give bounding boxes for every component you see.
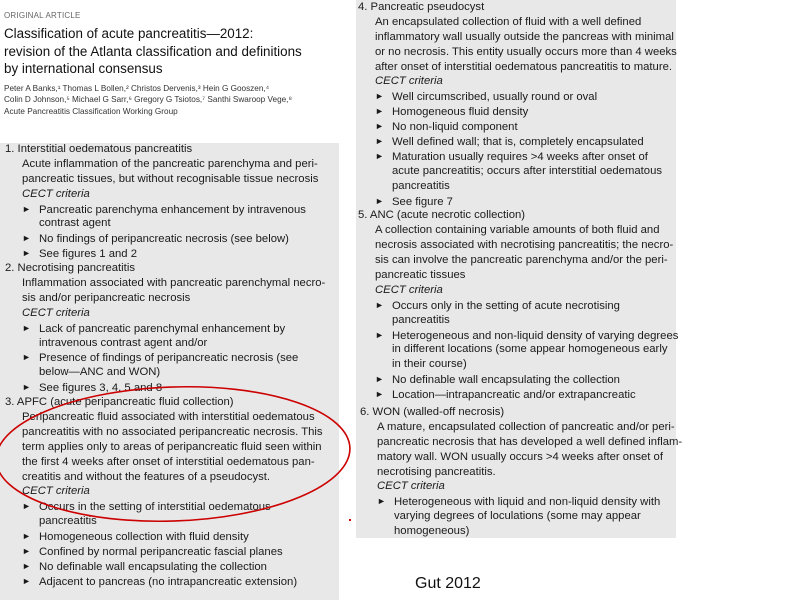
bullet-arrow-icon: ► — [375, 329, 384, 340]
criteria-bullet: ► Homogeneous collection with fluid density — [22, 531, 249, 544]
criteria-bullet: ► Presence of findings of peripancreatic necrosis (see — [22, 352, 299, 365]
bullet-arrow-icon: ► — [22, 546, 31, 557]
definition-line: Peripancreatic fluid associated with interstitial oedematous — [22, 411, 315, 424]
criteria-bullet-continuation: pancreatitis — [39, 515, 97, 528]
bullet-arrow-icon: ► — [22, 501, 31, 512]
bullet-arrow-icon: ► — [22, 233, 31, 244]
heading-interstitial-pancreatitis: 1. Interstitial oedematous pancreatitis — [5, 143, 193, 155]
bullet-arrow-icon: ► — [22, 322, 31, 333]
definition-line: sis and/or peripancreatic necrosis — [22, 291, 191, 304]
criteria-bullet: ► Homogeneous fluid density — [375, 106, 529, 119]
definition-line: A mature, encapsulated collection of pancreatic and/or peri- — [377, 420, 675, 433]
criteria-bullet: ► Heterogeneous with liquid and non-liquid density with — [377, 496, 661, 509]
criteria-bullet: ► No definable wall encapsulating the collection — [375, 374, 620, 387]
criteria-bullet: ► No definable wall encapsulating the collection — [22, 560, 267, 573]
bullet-arrow-icon: ► — [375, 91, 384, 102]
criteria-bullet: ► Confined by normal peripancreatic fascial planes — [22, 546, 283, 559]
heading-apfc: 3. APFC (acute peripancreatic fluid collection) — [5, 396, 234, 409]
article-authors: Peter A Banks,¹ Thomas L Bollen,² Christos Dervenis,³ Hein G Gooszen,⁴ Colin D Johnson,⁵ Michael G Sarr,⁶ Gregory G Tsiotos,⁷ Santhi Swaroop Vege,⁸ Acute Pancreatitis Classification Working Group — [4, 84, 292, 116]
definition-line: term applies only to areas of peripancreatic fluid seen within — [22, 440, 322, 453]
cect-criteria-label: CECT criteria — [22, 187, 90, 200]
criteria-bullet-continuation: in different locations (some appear homogeneous early — [392, 343, 668, 356]
bullet-arrow-icon: ► — [375, 389, 384, 400]
criteria-bullet: ► Pancreatic parenchyma enhancement by intravenous — [22, 203, 306, 216]
criteria-bullet: ► Heterogeneous and non-liquid density of varying degrees — [375, 329, 679, 342]
red-annotation-dot — [349, 519, 351, 521]
criteria-bullet: ► See figures 3, 4, 5 and 8 — [22, 382, 163, 395]
bullet-arrow-icon: ► — [377, 496, 386, 507]
definition-line: pancreatic necrosis that has developed a well defined inflam- — [377, 435, 683, 448]
article-kicker: ORIGINAL ARTICLE — [4, 11, 81, 20]
cect-criteria-label: CECT criteria — [22, 306, 90, 319]
cect-criteria-label: CECT criteria — [22, 485, 90, 498]
bullet-arrow-icon: ► — [22, 382, 31, 393]
bullet-arrow-icon: ► — [375, 106, 384, 117]
bullet-arrow-icon: ► — [375, 374, 384, 385]
cect-criteria-label: CECT criteria — [375, 283, 443, 296]
criteria-bullet-continuation: pancreatitis — [392, 179, 450, 192]
criteria-bullet: ► Well circumscribed, usually round or oval — [375, 91, 598, 104]
criteria-bullet: ► Well defined wall; that is, completely encapsulated — [375, 136, 644, 149]
bullet-arrow-icon: ► — [22, 560, 31, 571]
bullet-arrow-icon: ► — [375, 136, 384, 147]
definition-line: necrosis associated with necrotising pancreatitis; the necro- — [375, 239, 674, 252]
definition-line: pancreatic tissues — [375, 269, 466, 282]
bullet-arrow-icon: ► — [22, 203, 31, 214]
definition-line: creatitis and without the features of a pseudocyst. — [22, 470, 271, 483]
definition-line: matory wall. WON usually occurs >4 weeks after onset of — [377, 450, 663, 463]
criteria-bullet: ► Maturation usually requires >4 weeks after onset of — [375, 150, 648, 163]
heading-won: 6. WON (walled-off necrosis) — [360, 406, 505, 418]
criteria-bullet: ► See figure 7 — [375, 195, 453, 208]
bullet-arrow-icon: ► — [22, 531, 31, 542]
definition-line: or no necrosis. This entity usually occurs more than 4 weeks — [375, 45, 677, 58]
bullet-arrow-icon: ► — [375, 150, 384, 161]
heading-necrotising-pancreatitis: 2. Necrotising pancreatitis — [5, 262, 135, 275]
heading-anc: 5. ANC (acute necrotic collection) — [358, 209, 526, 222]
criteria-bullet: ► Location—intrapancreatic and/or extrapancreatic — [375, 389, 636, 402]
criteria-bullet-continuation: in their course) — [392, 358, 467, 371]
bullet-arrow-icon: ► — [22, 575, 31, 586]
definition-line: the first 4 weeks after onset of interstitial oedematous pan- — [22, 455, 315, 468]
source-caption: Gut 2012 — [415, 575, 481, 592]
criteria-bullet-continuation: intravenous contrast agent and/or — [39, 336, 208, 349]
heading-pseudocyst: 4. Pancreatic pseudocyst — [358, 1, 485, 13]
criteria-bullet: ► No non-liquid component — [375, 121, 518, 134]
definition-line: inflammatory wall usually outside the pancreas with minimal — [375, 30, 674, 43]
criteria-bullet: ► Occurs in the setting of interstitial oedematous — [22, 501, 271, 514]
bullet-arrow-icon: ► — [22, 248, 31, 259]
criteria-bullet: ► Occurs only in the setting of acute necrotising — [375, 299, 620, 312]
definition-line: sis can involve the pancreatic parenchyma and/or the peri- — [375, 254, 668, 267]
criteria-bullet-continuation: below—ANC and WON) — [39, 366, 161, 379]
definition-line: after onset of interstitial oedematous pancreatitis to mature. — [375, 60, 673, 73]
criteria-bullet-continuation: contrast agent — [39, 217, 111, 230]
red-highlight-ellipse — [0, 381, 352, 527]
criteria-bullet-continuation: acute pancreatitis; occurs after interstitial oedematous — [392, 164, 663, 177]
bullet-arrow-icon: ► — [22, 352, 31, 363]
cect-criteria-label: CECT criteria — [375, 75, 443, 88]
definition-line: pancreatic tissues, but without recognisable tissue necrosis — [22, 172, 319, 185]
criteria-bullet-continuation: pancreatitis — [392, 313, 450, 326]
definition-line: Inflammation associated with pancreatic parenchymal necro- — [22, 277, 326, 290]
definition-line: pancreatitis with no associated peripancreatic necrosis. This — [22, 425, 323, 438]
bullet-arrow-icon: ► — [375, 195, 384, 206]
criteria-bullet-continuation: varying degrees of loculations (some may appear — [394, 510, 641, 523]
definition-line: An encapsulated collection of fluid with a well defined — [375, 15, 642, 28]
criteria-bullet: ► See figures 1 and 2 — [22, 248, 137, 261]
criteria-bullet-continuation: homogeneous) — [394, 525, 470, 538]
definition-line: Acute inflammation of the pancreatic parenchyma and peri- — [22, 157, 318, 170]
criteria-bullet: ► Lack of pancreatic parenchymal enhancement by — [22, 322, 286, 335]
bullet-arrow-icon: ► — [375, 121, 384, 132]
criteria-bullet: ► Adjacent to pancreas (no intrapancreatic extension) — [22, 575, 298, 588]
bullet-arrow-icon: ► — [375, 299, 384, 310]
criteria-bullet: ► No findings of peripancreatic necrosis (see below) — [22, 233, 289, 246]
article-title: Classification of acute pancreatitis—2012: revision of the Atlanta classification and definitions by international consensus — [4, 26, 302, 76]
cect-criteria-label: CECT criteria — [377, 480, 445, 493]
definition-line: necrotising pancreatitis. — [377, 465, 496, 478]
definition-line: A collection containing variable amounts of both fluid and — [375, 224, 660, 237]
